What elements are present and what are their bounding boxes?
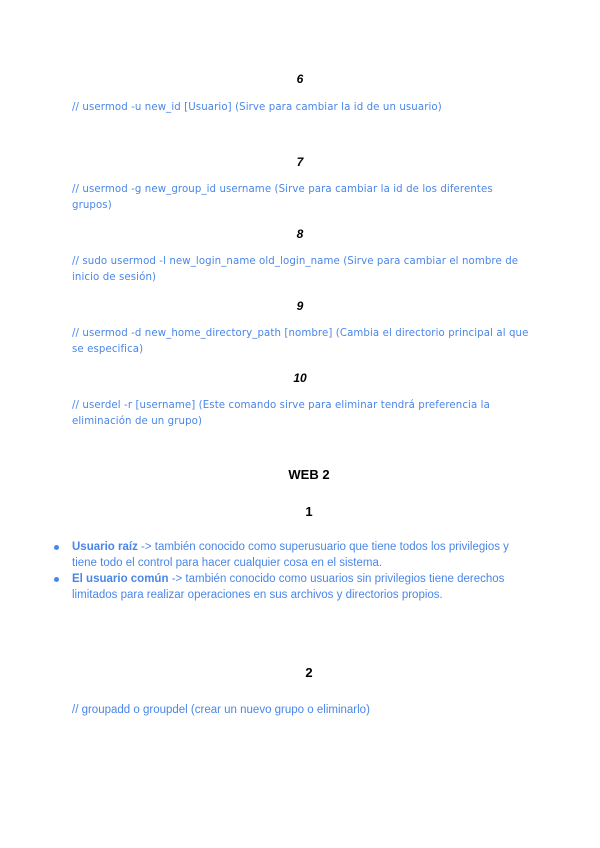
section-text-8: // sudo usermod -l new_login_name old_login_name (Sirve para cambiar el nombre de inicio de sesión) xyxy=(72,256,519,283)
list-item-term: Usuario raíz xyxy=(72,541,138,553)
list-item-text: -> también conocido como superusuario que tiene todos los privilegios y tiene todo el control para hacer cualquier cosa en el sistema. xyxy=(72,541,509,569)
section-text-7: // usermod -g new_group_id username (Sirve para cambiar la id de los diferentes grupos) xyxy=(72,184,493,211)
web2-part2-text: // groupadd o groupdel (crear un nuevo grupo o eliminarlo) xyxy=(72,704,370,716)
bullet-icon xyxy=(54,545,59,550)
section-text-10: // userdel -r [username] (Este comando sirve para eliminar tendrá preferencia la eliminación de un grupo) xyxy=(72,400,490,427)
list-item xyxy=(54,571,534,603)
list-item-term: El usuario común xyxy=(72,573,169,585)
section-number-10: 10 xyxy=(293,371,307,385)
web2-title: WEB 2 xyxy=(288,467,330,482)
list-item xyxy=(54,539,534,571)
section-text-9: // usermod -d new_home_directory_path [nombre] (Cambia el directorio principal al que se especifica) xyxy=(72,328,529,355)
section-number-9: 9 xyxy=(296,299,304,313)
privilege-list xyxy=(54,539,534,603)
section-text-6: // usermod -u new_id [Usuario] (Sirve para cambiar la id de un usuario) xyxy=(72,102,442,113)
list-item-text: -> también conocido como usuarios sin privilegios tiene derechos limitados para realizar operaciones en sus archivos y directorios propios. xyxy=(72,573,505,601)
bullet-icon xyxy=(54,577,59,582)
web2-part2-number: 2 xyxy=(305,665,313,680)
section-number-7: 7 xyxy=(296,155,304,169)
section-number-6: 6 xyxy=(296,72,304,86)
section-number-8: 8 xyxy=(296,227,304,241)
web2-part1-number: 1 xyxy=(305,504,313,519)
